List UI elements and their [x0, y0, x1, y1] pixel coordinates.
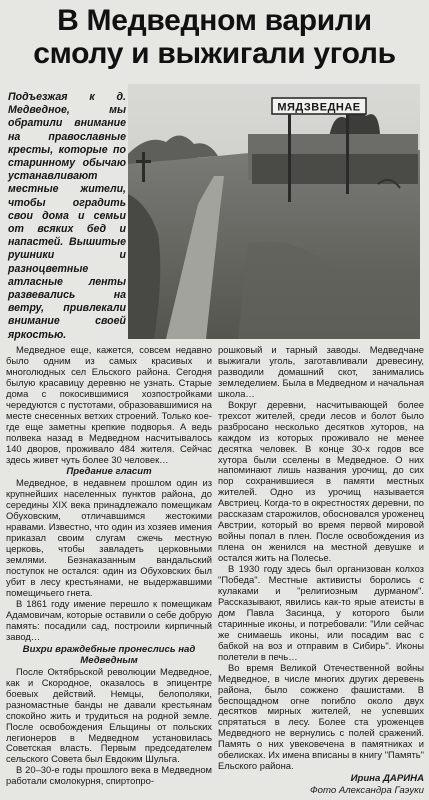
article-photo: [128, 84, 420, 339]
paragraph: В 1861 году имение перешло к помещикам Адамовичам, которые оставили о себе добрую память: посадили сад, построили кирпичный завод…: [6, 597, 212, 642]
paragraph: В 20–30-е годы прошлого века в Медведном работали смолокурня, спиртопро-: [6, 764, 212, 787]
sign-post-right: [346, 114, 349, 194]
paragraph: В 1930 году здесь был организован колхоз "Победа". Местные активисты боролись с кулаками и "религиозным дурманом". Рассказывают, явились как-то ярые атеисты в дом Павла Засинца, у которого были старинные иконы, и потребовали: "Или сейчас же снимаешь иконы, или посадим вас с бабкой на воз и отправим в Сибирь". Иконы полетели в печь…: [218, 563, 424, 662]
barn-wall: [252, 154, 418, 184]
section-subheading: Предание гласит: [66, 466, 152, 478]
headline-line-1: В Медведном варили: [57, 4, 372, 37]
wayside-cross-post: [142, 152, 145, 182]
village-road-photo: [128, 84, 420, 339]
paragraph: рошковый и тарный заводы. Медведчане выжигали уголь, заготавливали древесину, разводили домашний скот, занимались земледелием. Была в Медведном и начальная школа…: [218, 344, 424, 399]
paragraph: Медведное еще, кажется, совсем недавно было одним из самых красивых и многолюдных сел Ельского района. Сегодня былую красавицу деревню не узнать. Старые дома с покосившимися хозпостройками чередуются с пустотами, образовавшимися на месте снесенных ветхих строений. Только кое-где еще заметны крепкие подворья. А ведь полвека назад в Медведном насчитывалось 140 дворов, проживало 484 жителя. Сейчас здесь живет чуть более 30 человек…: [6, 344, 212, 465]
paragraph: После Октябрьской революции Медведное, как и Скородное, оказалось в эпицентре боевых действий. Немцы, белополяки, разномастные банды не давали крестьянам спокойно жить и трудиться на родной земле. После освобождения Ельщины от польских легионеров в Медведном установилась Советская власть. Первым председателем сельского Совета был Евдоким Шульга.: [6, 665, 212, 765]
section-subheading: Вихри враждебные пронеслись над Медведным: [22, 643, 196, 666]
paragraph: Во время Великой Отечественной войны Медведное, в числе многих других деревень района, было сожжено фашистами. В беспощадном огне погибло около двух десятков мирных жителей, не успевших спрятаться в лесу. Более ста уроженцев Медведного не вернулись с полей сражений. Память о них увековечена в памятниках и обелисках. Их имена вписаны в книгу "Память" Ельского района.: [218, 661, 424, 772]
paragraph: Медведное, в недавнем прошлом один из крупнейших населенных пунктов района, до середины XIX века принадлежало помещикам Обуховским, отличавшимся жестокими нравами. Известно, что один из хозяев имения приказал своим слугам сжечь местную церковь, чтобы завладеть церковными землями. Безнаказанным вандальский поступок не остался: один из Обуховских был убит в лесу крестьянами, не выдержавшими помещичьего гнета.: [6, 477, 212, 599]
author-signature: Ирина ДАРИНА: [350, 773, 424, 785]
wayside-cross-bar: [136, 160, 151, 163]
article-headline: [4, 4, 425, 70]
headline-line-2: смолу и выжигали уголь: [33, 37, 396, 70]
photo-credit: Фото Александра Гаэуки: [310, 785, 424, 797]
paragraph: Вокруг деревни, насчитывающей более трехсот жителей, среди лесов и болот было разбросано несколько десятков хуторов, на каждом из которых проживало не менее десятка человек. В конце 30-х годов все хутора были сселены в Медведное. О них напоминают лишь названия урочищ, до сих пор сохранившиеся в памяти местных жителей. Одно из урочищ называется Австриец. Когда-то в окрестностях деревни, по рассказам старожилов, обосновался уроженец Австрии, который во время первой мировой войны попал в плен. После освобождения из плена он женился на местной девушке и остался жить на Полесье.: [218, 398, 424, 564]
article-column-right: [218, 345, 424, 796]
village-sign-text: МЯДЗВЕДНАЕ: [277, 101, 361, 114]
sign-post-left: [288, 114, 291, 202]
article-lead: Подъезжая к д. Медведное, мы обратили внимание на православные кресты, которые по старинному обычаю устанавливают местные жители, чтобы оградить свои дома и семьи от всяких бед и напастей. Вышитые рушники и разноцветные атласные ленты развевались на ветру, привлекали внимание своей яркостью.: [8, 91, 126, 341]
article-column-left: [6, 345, 212, 787]
